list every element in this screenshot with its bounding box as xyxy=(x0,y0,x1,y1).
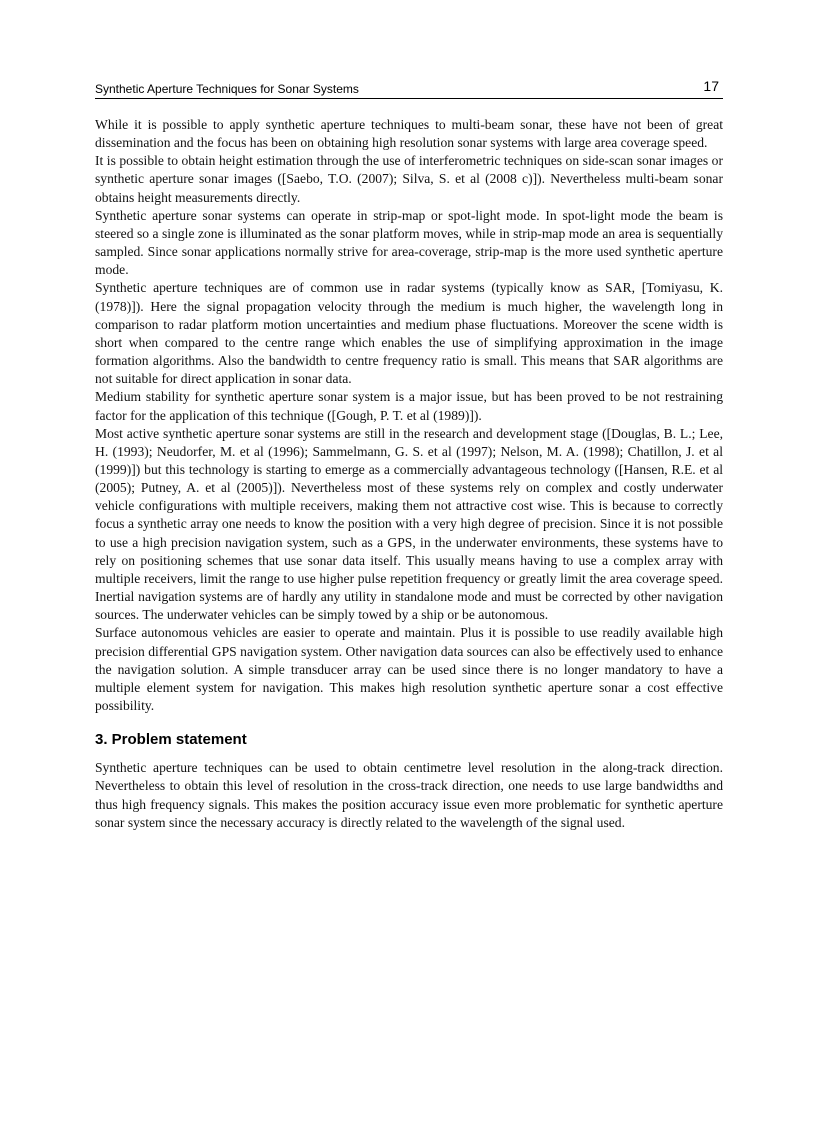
paragraph: Medium stability for synthetic aperture sonar system is a major issue, but has been proved to be not restraining factor for the application of this technique ([Gough, P. T. et al (1989)]). xyxy=(95,389,723,423)
section-heading: 3. Problem statement xyxy=(95,731,247,749)
paragraph: Most active synthetic aperture sonar systems are still in the research and development stage ([Douglas, B. L.; Lee, H. (1993); Neudorfer, M. et al (1996); Sammelmann, G. S. et al (1997); Nelson, M. A. (1998); Chatillon, J. et al (1999)]) but this technology is starting to emerge as a commercially advantageous technology ([Hansen, R.E. et al (2005); Putney, A. et al (2005)]). Nevertheless most of these systems rely on complex and costly underwater vehicle configurations with multiple receivers, making them not attractive cost wise. This is because to correctly focus a synthetic array one needs to know the position with a very high degree of precision. Since it is not possible to use a high precision navigation system, such as a GPS, in the underwater environments, these systems have to rely on positioning schemes that use sonar data itself. This usually means having to use a complex array with multiple receivers, limit the range to use higher pulse repetition frequency or greatly limit the area coverage speed. Inertial navigation systems are of hardly any utility in standalone mode and must be corrected by other navigation sources. The underwater vehicles can be simply towed by a ship or be autonomous. xyxy=(95,425,723,623)
paragraph: Synthetic aperture techniques are of common use in radar systems (typically know as SAR, [Tomiyasu, K. (1978)]). Here the signal propagation velocity through the medium is much higher, the wavelength long in comparison to radar platform motion uncertainties and medium phase fluctuations. Moreover the scene width is short when compared to the centre range which enables the use of simplifying approximation in the image formation algorithms. Also the bandwidth to centre frequency ratio is small. This means that SAR algorithms are not suitable for direct application in sonar data. xyxy=(95,280,723,387)
paragraph: Synthetic aperture sonar systems can operate in strip-map or spot-light mode. In spot-light mode the beam is steered so a single zone is illuminated as the sonar platform moves, while in strip-map mode an area is sequentially sampled. Since sonar applications normally strive for area-coverage, strip-map is the more used synthetic aperture mode. xyxy=(95,207,723,278)
running-header xyxy=(95,80,723,99)
page-number: 17 xyxy=(703,78,719,94)
paragraph: Synthetic aperture techniques can be used to obtain centimetre level resolution in the along-track direction. Nevertheless to obtain this level of resolution in the cross-track direction, one needs to use large bandwidths and thus high frequency signals. This makes the position accuracy issue even more problematic for synthetic aperture sonar system since the necessary accuracy is directly related to the wavelength of the signal used. xyxy=(95,760,723,830)
paragraph: While it is possible to apply synthetic aperture techniques to multi-beam sonar, these have not been of great dissemination and the focus has been on obtaining high resolution sonar systems with large area coverage speed. xyxy=(95,117,723,151)
paragraph: Surface autonomous vehicles are easier to operate and maintain. Plus it is possible to use readily available high precision differential GPS navigation system. Other navigation data sources can also be effectively used to enhance the navigation solution. A simple transducer array can be used since there is no longer mandatory to have a multiple element system for navigation. This makes high resolution synthetic aperture sonar a cost effective possibility. xyxy=(95,625,723,713)
paragraph: It is possible to obtain height estimation through the use of interferometric techniques on side-scan sonar images or synthetic aperture sonar images ([Saebo, T.O. (2007); Silva, S. et al (2008 c)]). Nevertheless multi-beam sonar obtains height measurements directly. xyxy=(95,153,723,205)
running-title: Synthetic Aperture Techniques for Sonar Systems xyxy=(95,82,359,96)
body-text xyxy=(95,116,723,832)
